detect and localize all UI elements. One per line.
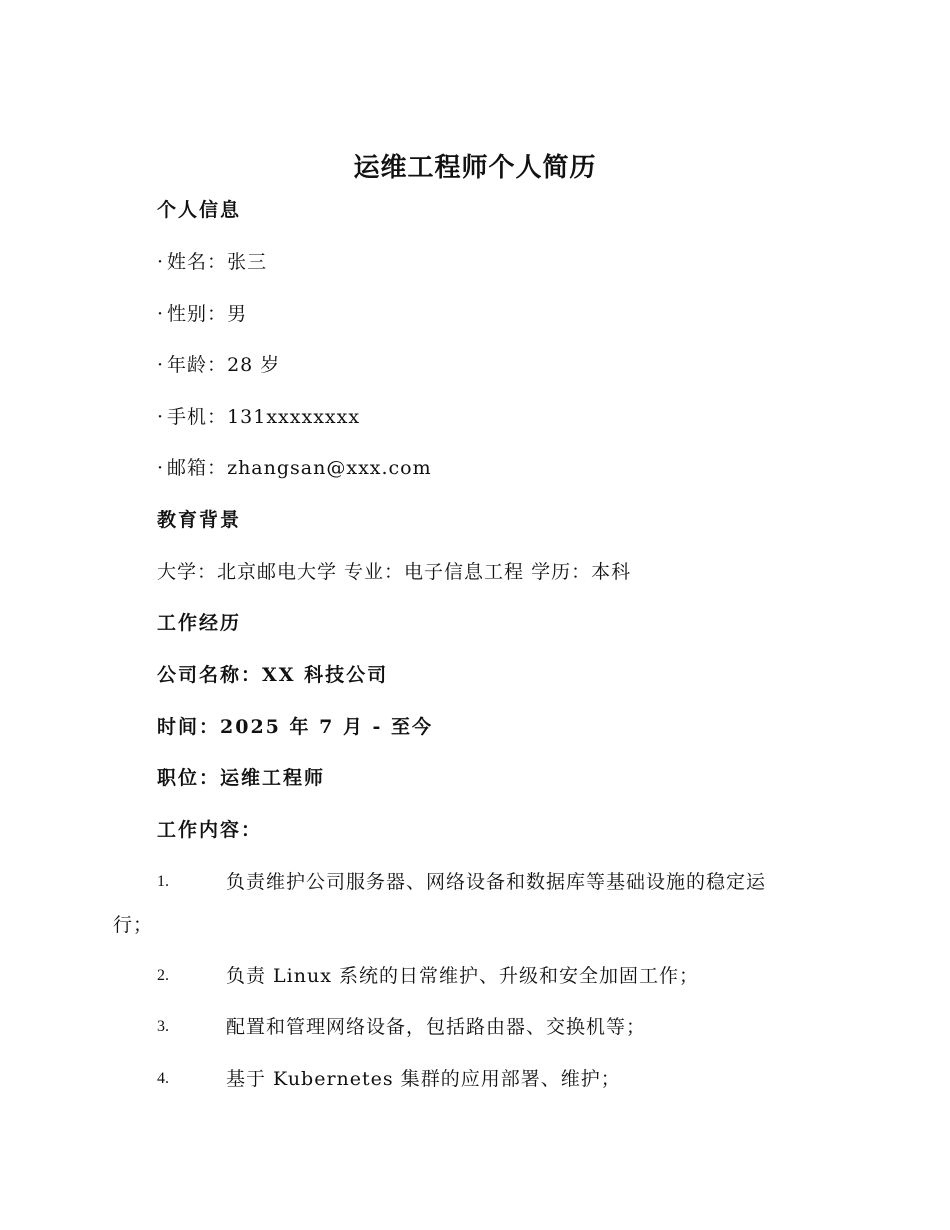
education-line: 大学：北京邮电大学 专业：电子信息工程 学历：本科	[157, 561, 632, 583]
bullet: ·	[157, 406, 165, 428]
info-label: 手机：	[167, 406, 228, 428]
work-position: 职位：运维工程师	[157, 767, 326, 789]
duty-number: 2.	[157, 967, 169, 984]
info-value: 张三	[227, 251, 268, 273]
duty-text: 负责维护公司服务器、网络设备和数据库等基础设施的稳定运	[226, 871, 767, 893]
info-item-email	[157, 454, 432, 482]
work-company: 公司名称：XX 科技公司	[157, 664, 389, 686]
info-label: 年龄：	[167, 354, 228, 376]
info-item-gender	[157, 300, 247, 328]
duty-text-continuation: 行；	[113, 914, 154, 936]
document-title: 运维工程师个人简历	[353, 153, 597, 183]
info-item-age	[157, 351, 280, 379]
duty-number: 1.	[157, 873, 169, 890]
info-value: 131xxxxxxxx	[227, 406, 361, 428]
duty-text: 配置和管理网络设备，包括路由器、交换机等；	[226, 1016, 647, 1038]
bullet: ·	[157, 303, 165, 325]
work-content-heading: 工作内容：	[157, 819, 263, 841]
section-heading-education: 教育背景	[157, 509, 242, 531]
section-heading-work: 工作经历	[157, 612, 242, 634]
info-value: zhangsan@xxx.com	[227, 457, 432, 479]
info-item-phone	[157, 403, 360, 431]
duty-number: 4.	[157, 1070, 169, 1087]
bullet: ·	[157, 457, 165, 479]
work-time: 时间：2025 年 7 月 - 至今	[157, 716, 434, 738]
section-heading-personal-info: 个人信息	[157, 199, 242, 221]
info-label: 性别：	[167, 303, 228, 325]
duty-text: 基于 Kubernetes 集群的应用部署、维护；	[226, 1068, 621, 1090]
info-item-name	[157, 248, 267, 276]
info-value: 男	[227, 303, 248, 325]
bullet: ·	[157, 354, 165, 376]
bullet: ·	[157, 251, 165, 273]
info-label: 邮箱：	[167, 457, 228, 479]
info-label: 姓名：	[167, 251, 228, 273]
info-value: 28 岁	[227, 354, 281, 376]
duty-text: 负责 Linux 系统的日常维护、升级和安全加固工作；	[226, 965, 699, 987]
duty-number: 3.	[157, 1018, 169, 1035]
